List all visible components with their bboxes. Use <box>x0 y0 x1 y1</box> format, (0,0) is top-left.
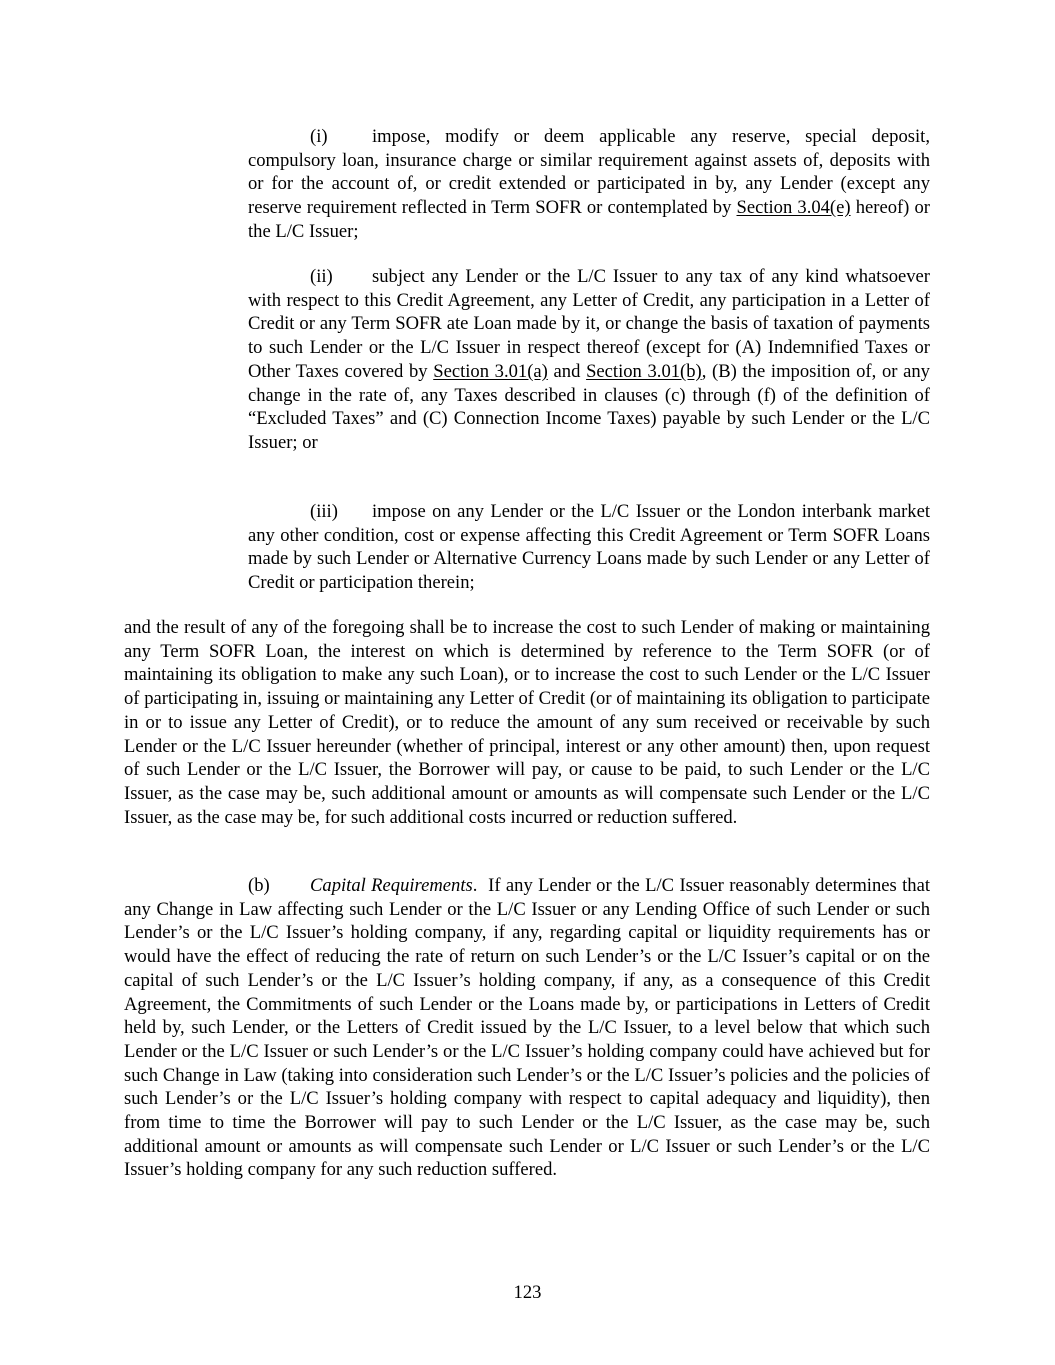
section-b-heading-period: . <box>472 875 478 896</box>
section-b-label: (b) <box>248 875 270 896</box>
clause-ii-text-1: subject any Lender or the L/C Issuer to any tax of any kind whatsoever with respect to this Credit Agreement, any Letter of Credit, any participation in a Letter of Credit or any Term SOFR ate Loan made by it, or change the basis of taxation of payments to such Lender or the L/C Issuer in respect thereof (except for (A) Indemnified Taxes or Other Taxes covered by <box>248 266 930 382</box>
clause-ii-text-2: and <box>547 360 587 382</box>
section-3-01b-reference: Section 3.01(b) <box>586 360 702 382</box>
page-number: 123 <box>513 1282 542 1303</box>
section-b-capital-requirements <box>124 874 930 1182</box>
clause-i <box>248 125 930 244</box>
clause-iii-text: impose on any Lender or the L/C Issuer or the London interbank market any other condition, cost or expense affecting this Credit Agreement or Term SOFR Loans made by such Lender or Alternative Currency Loans made by such Lender or any Letter of Credit or participation therein; <box>248 501 930 594</box>
result-paragraph: and the result of any of the foregoing shall be to increase the cost to such Lender of making or maintaining any Term SOFR Loan, the interest on which is determined by reference to the Term SOFR (or of maintaining its obligation to make any such Loan), or to increase the cost to such Lender or the L/C Issuer of participating in, issuing or maintaining any Letter of Credit (or of maintaining its obligation to participate in or to issue any Letter of Credit), or to reduce the amount of any sum received or receivable by such Lender or the L/C Issuer hereunder (whether of principal, interest or any other amount) then, upon request of such Lender or the L/C Issuer, the Borrower will pay, or cause to be paid, to such Lender or the L/C Issuer, as the case may be, such additional amount or amounts as will compensate such Lender or the L/C Issuer, as the case may be, for such additional costs incurred or reduction suffered. <box>124 617 930 828</box>
clause-ii-label: (ii) <box>310 266 333 287</box>
section-3-04e-reference: Section 3.04(e) <box>736 197 851 219</box>
clause-iii <box>248 500 930 595</box>
clause-i-text-2: hereof) or the L/C Issuer; <box>248 197 930 242</box>
clause-i-text-1: impose, modify or deem applicable any reserve, special deposit, compulsory loan, insurance charge or similar requirement against assets of, deposits with or for the account of, or credit extended or participated in by, any Lender (except any reserve requirement reflected in Term SOFR or contemplated by <box>248 126 930 219</box>
clause-ii <box>248 265 930 455</box>
section-3-01a-reference: Section 3.01(a) <box>433 360 548 382</box>
section-b-text: If any Lender or the L/C Issuer reasonably determines that any Change in Law affecting such Lender or the L/C Issuer or any Lending Office of such Lender or such Lender’s or the L/C Issuer’s holding company, if any, regarding capital or liquidity requirements has or would have the effect of reducing the rate of return on such Lender’s or the L/C Issuer’s capital or on the capital of such Lender’s or the L/C Issuer’s holding company, if any, as a consequence of this Credit Agreement, the Commitments of such Lender or the Loans made by, or participations in Letters of Credit held by, such Lender, or the Letters of Credit issued by the L/C Issuer, to a level below that which such Lender or the L/C Issuer or such Lender’s or the L/C Issuer’s holding company could have achieved but for such Change in Law (taking into consideration such Lender’s or the L/C Issuer’s policies and the policies of such Lender’s or the L/C Issuer’s holding company with respect to capital adequacy and liquidity), then from time to time the Borrower will pay to such Lender or the L/C Issuer, as the case may be, such additional amount or amounts as will compensate such Lender or L/C Issuer or such Lender’s or the L/C Issuer’s holding company for any such reduction suffered. <box>124 875 931 1181</box>
section-b-heading: Capital Requirements <box>310 875 473 896</box>
clause-iii-label: (iii) <box>310 501 338 522</box>
clause-ii-text-3: , (B) the imposition of, or any change in the rate of, any Taxes described in clauses (c) through (f) of the definition of “Excluded Taxes” and (C) Connection Income Taxes) payable by such Lender or the L/C Issuer; or <box>248 360 930 453</box>
clause-i-label: (i) <box>310 126 328 147</box>
